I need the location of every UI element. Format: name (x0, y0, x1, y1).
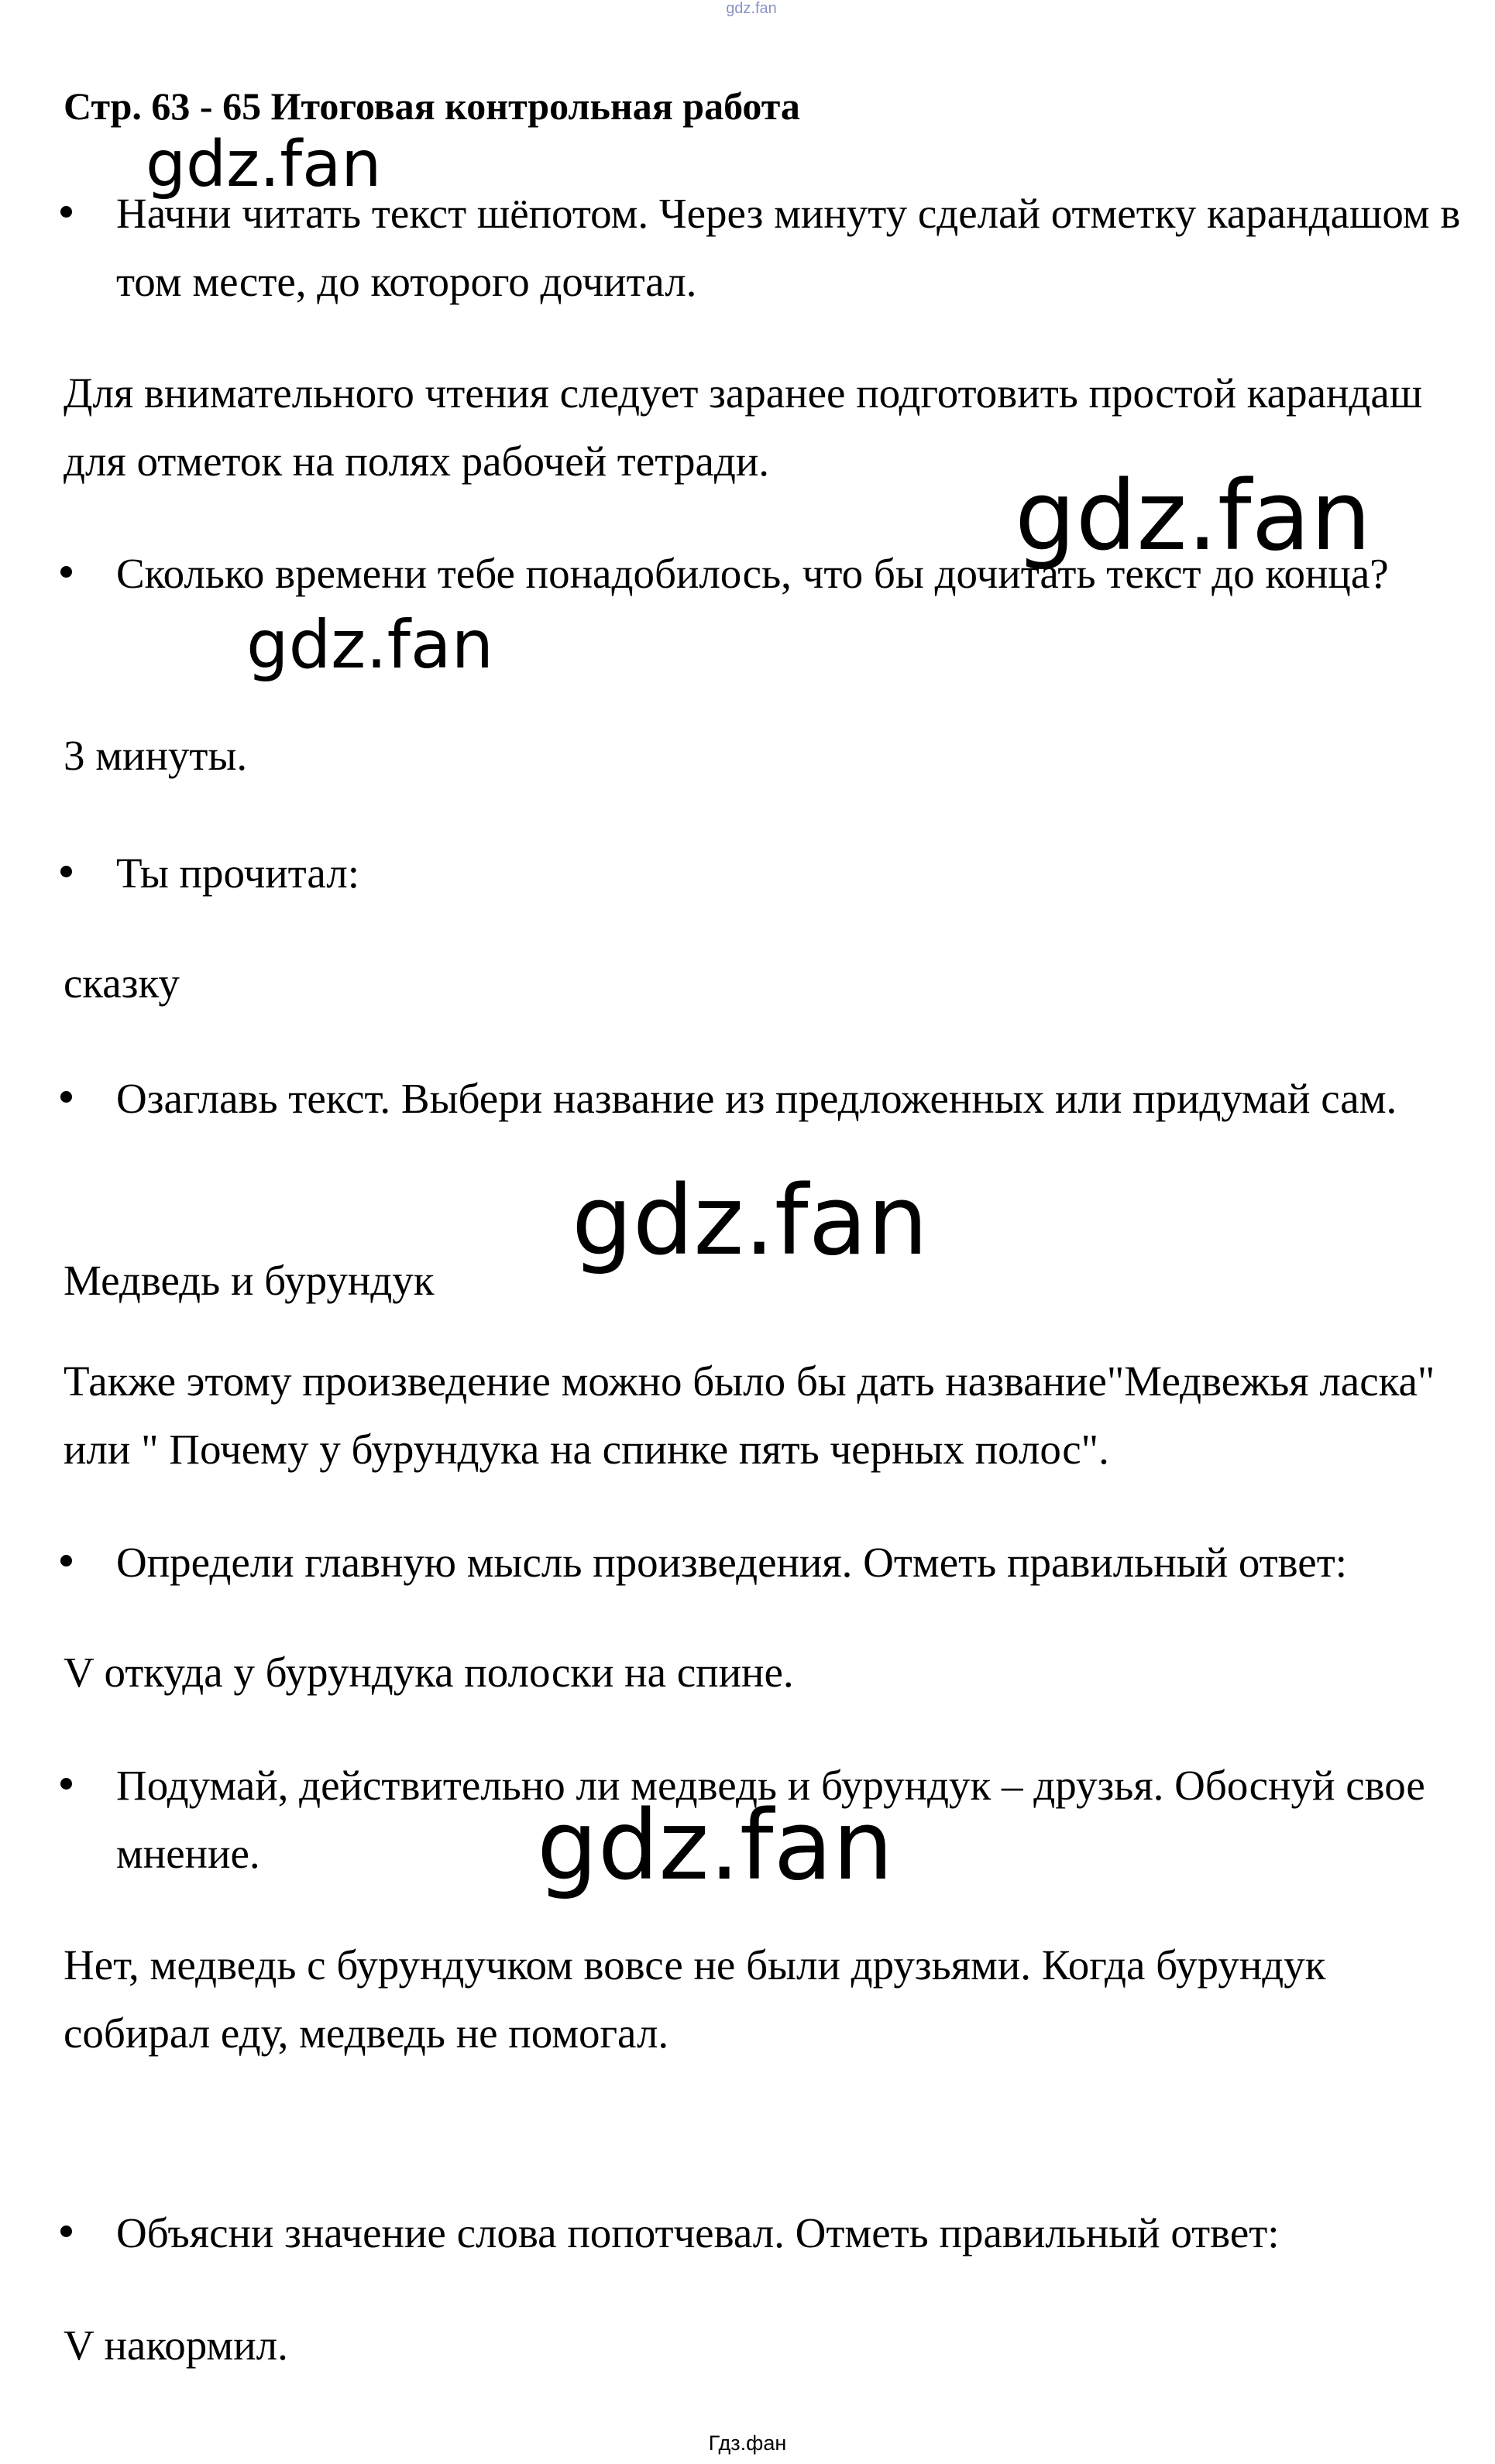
bullet-icon (60, 1091, 72, 1103)
answer-paragraph: Также этому произведение можно было бы дать название"Медвежья ласка" или " Почему у бурундука на спинке пять черных полос". (64, 1357, 1435, 1473)
answer-paragraph: Медведь и бурундук (64, 1257, 435, 1304)
page-title: Стр. 63 - 65 Итоговая контрольная работа (64, 84, 800, 128)
task-text: Сколько времени тебе понадобилось, что бы дочитать текст до конца? (116, 550, 1389, 597)
task-text: Начни читать текст шёпотом. Через минуту сделай отметку карандашом в том месте, до которого дочитал. (116, 190, 1461, 305)
bullet-icon (60, 566, 72, 578)
answer-paragraph: сказку (64, 959, 180, 1007)
bullet-icon (60, 2225, 72, 2237)
bullet-icon (60, 866, 72, 877)
task-text: Объясни значение слова попотчевал. Отметь правильный ответ: (116, 2209, 1280, 2256)
task-text: Ты прочитал: (116, 849, 359, 897)
answer-paragraph: V откуда у бурундука полоски на спине. (64, 1649, 794, 1696)
task-text: Определи главную мысль произведения. Отметь правильный ответ: (116, 1539, 1348, 1586)
bullet-icon (60, 1555, 72, 1567)
answer-paragraph: V накормил. (64, 2322, 288, 2369)
watermark-text: gdz.fan (537, 1790, 894, 1902)
bullet-icon (60, 1778, 72, 1790)
watermark-text: gdz.fan (1015, 461, 1372, 572)
task-bullet (116, 1065, 1464, 1133)
watermark-text: gdz.fan (572, 1165, 929, 1277)
task-bullet (116, 1529, 1464, 1597)
task-bullet (116, 839, 1464, 908)
task-text: Подумай, действительно ли медведь и бурундук – друзья. Обоснуй свое мнение. (116, 1762, 1425, 1877)
answer-paragraph: Для внимательного чтения следует заранее подготовить простой карандаш для отметок на полях рабочей тетради. (64, 369, 1423, 485)
answer-paragraph: Нет, медведь с бурундучком вовсе не были друзьями. Когда бурундук собирал еду, медведь не помогал. (64, 1941, 1326, 2057)
bullet-icon (60, 206, 72, 218)
watermark-text: gdz.fan (246, 606, 494, 684)
top-watermark-text: gdz.fan (726, 0, 777, 17)
footer-text: Гдз.фан (708, 2431, 787, 2455)
task-bullet (116, 2199, 1464, 2267)
answer-paragraph: 3 минуты. (64, 732, 248, 779)
task-text: Озаглавь текст. Выбери название из предложенных или придумай сам. (116, 1075, 1397, 1122)
watermark-text: gdz.fan (146, 128, 382, 201)
